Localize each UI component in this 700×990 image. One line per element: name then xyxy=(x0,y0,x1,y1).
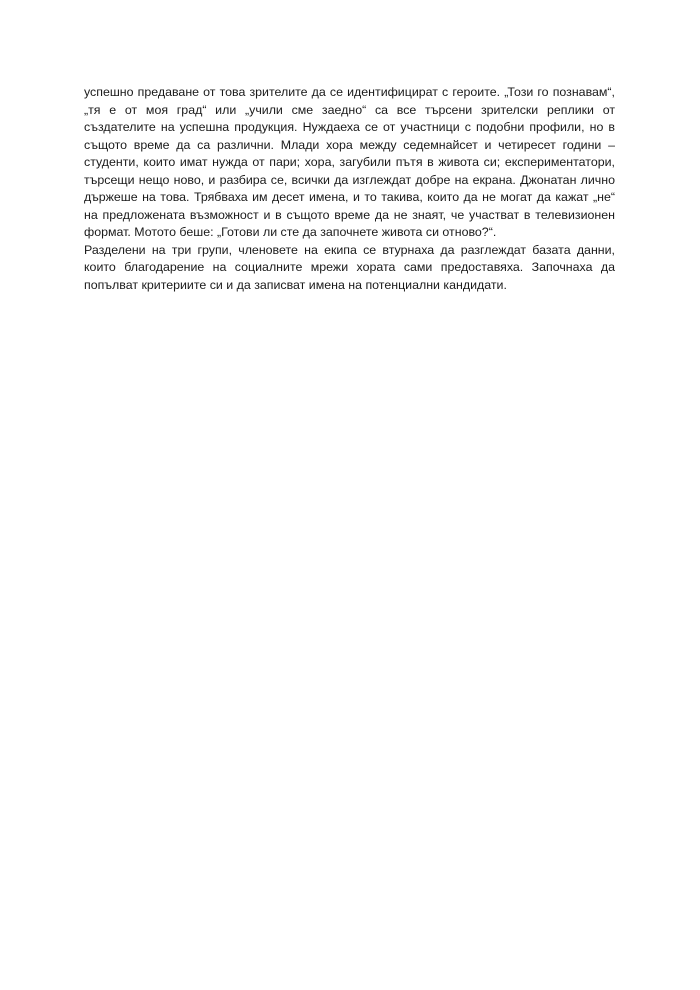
paragraph-1: успешно предаване от това зрителите да се идентифицират с героите. „Този го познавам“, „тя е от моя град“ или „учили сме заедно“ са все търсени зрителски реплики от създателите на успешна продукция. Нуждаеха се от участници с подобни профили, но в същото време да са различни. Млади хора между седемнайсет и четиресет години – студенти, които имат нужда от пари; хора, загубили пътя в живота си; експериментатори, търсещи нещо ново, и разбира се, всички да изглеждат добре на екрана. Джонатан лично държеше на това. Трябваха им десет имена, и то такива, които да не могат да кажат „не“ на предложената възможност и в същото време да не знаят, че участват в телевизионен формат. Мотото беше: „Готови ли сте да започнете живота си отново?“. xyxy=(84,85,615,239)
body-text xyxy=(84,84,615,294)
paragraph-2: Разделени на три групи, членовете на екипа се втурнаха да разглеждат базата данни, които благодарение на социалните мрежи хората сами предоставяха. Започнаха да попълват критериите си и да записват имена на потенциални кандидати. xyxy=(84,242,615,292)
